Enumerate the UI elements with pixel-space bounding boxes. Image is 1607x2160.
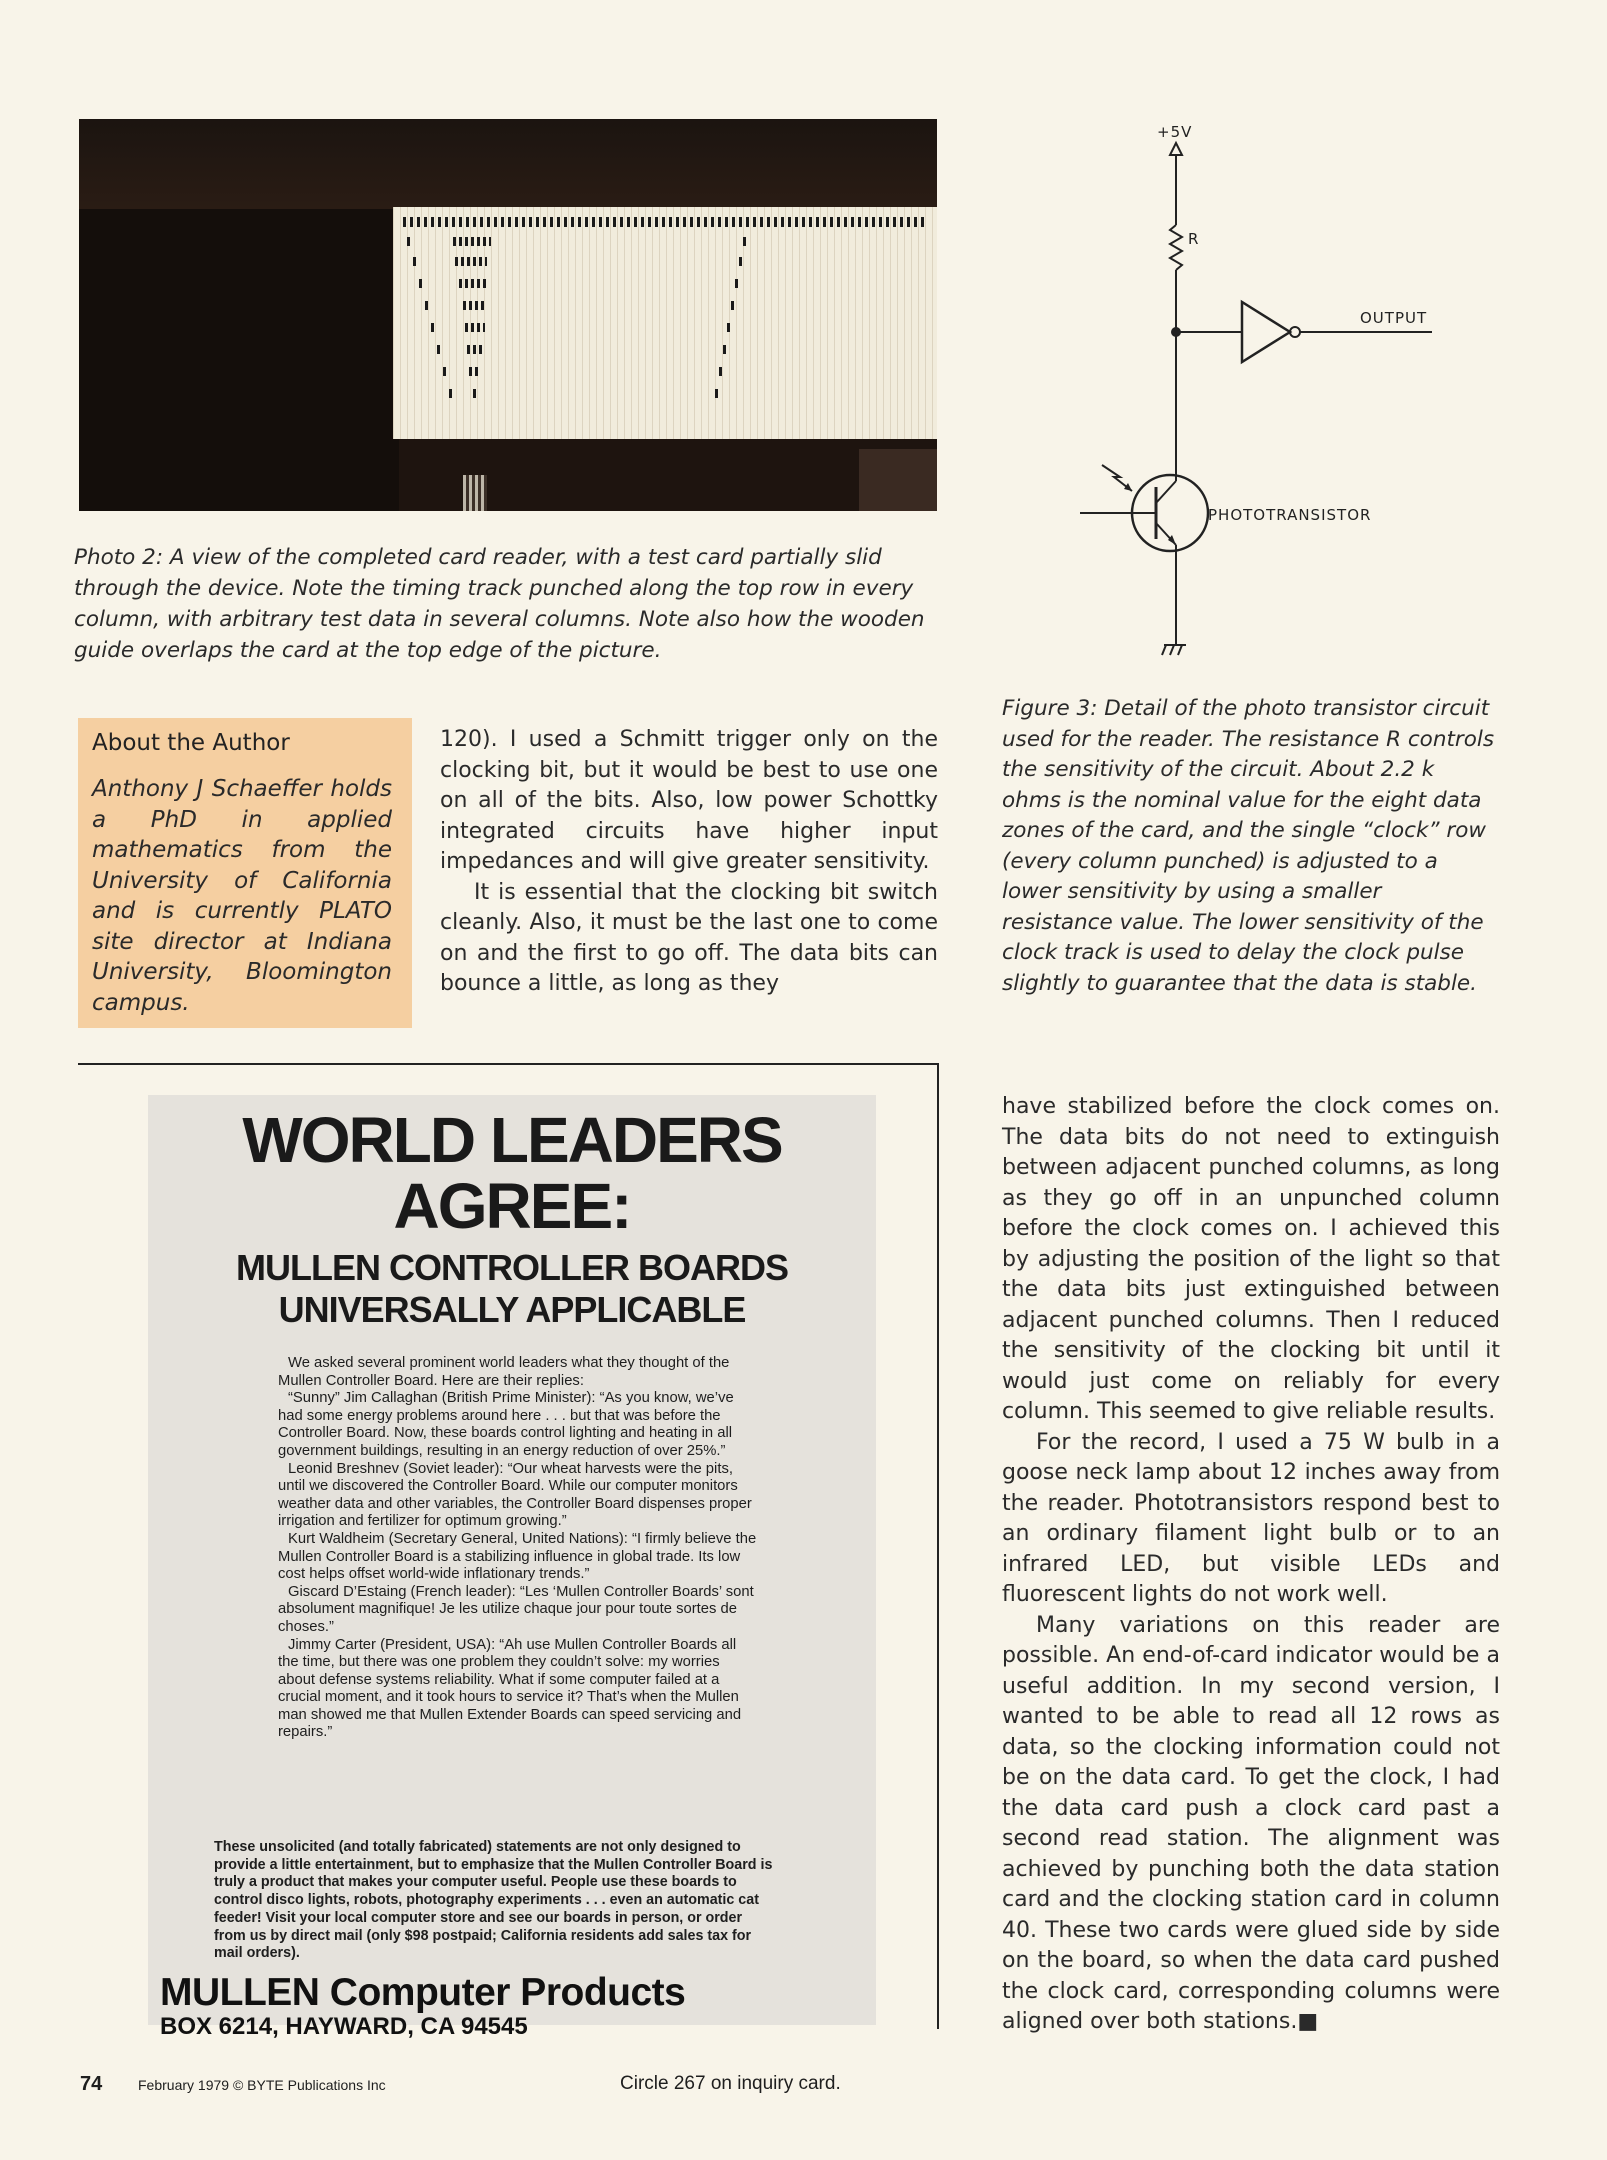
vcc-arrow [1170,143,1182,155]
ad-border-right [937,1063,939,2029]
publication-line: February 1979 © BYTE Publications Inc [138,2077,386,2093]
author-bio: Anthony J Schaeffer holds a PhD in applied mathematics from the University of California and is currently PLATO site director at Indiana University, Bloomington campus. [92,776,392,1016]
ad-quote: Kurt Waldheim (Secretary General, United Nations): “I firmly believe the Mullen Controller Board is a stabilizing influence in global trade. Its low cost helps offset world-wide inflationary trends.” [278,1530,757,1583]
ad-brand-name: MULLEN Computer Products [160,1971,686,2014]
article-paragraph: have stabilized before the clock comes on. The data bits do not need to extinguish between adjacent punched columns, as long as they go off in an unpunched column before the clock comes on. I achieved this by adjusting the position of the light so that the data bits just extinguished between adjacent punched columns. Then I reduced the sensitivity of the clocking bit until it would just come on reliably for every column. This seemed to give reliable results. [1002,1094,1500,1424]
photo-caption: Photo 2: A view of the completed card reader, with a test card partially slid through the device. Note the timing track punched along the top row in every column, with arbitrary test data in several columns. Note also how the wooden guide overlaps the card at the top edge of the picture. [74,545,925,663]
mullen-advertisement [148,1095,876,2040]
card-reader-photo [79,119,937,511]
ad-quote: “Sunny” Jim Callaghan (British Prime Minister): “As you know, we’ve had some energy problems around here . . . but that was before the Controller Board. Now, these boards control lighting and heating in all government buildings, resulting in an energy reduction of over 25%.” [278,1390,734,1459]
article-paragraph: 120). I used a Schmitt trigger only on the clocking bit, but it would be best to use one on all of the bits. Also, low power Schottky integrated circuits have higher input impedances and will give greater sensitivity. [440,727,938,874]
vcc-label: +5V [1157,123,1193,141]
ad-disclaimer: These unsolicited (and totally fabricated) statements are not only designed to provide a little entertainment, but to emphasize that the Mullen Controller Board is truly a product that makes your computer useful. People use these boards to control disco lights, robots, photography experiments . . . even an automatic cat feeder! Visit your local computer store and see our boards in person, or order from us by direct mail (only $98 postpaid; California residents add sales tax for mail orders). [214,1839,773,1962]
resistor-r [1170,225,1182,270]
article-paragraph: For the record, I used a 75 W bulb in a goose neck lamp about 12 inches away from the reader. Phototransistors respond best to an ordinary filament light bulb or to an infrared LED, but visible LEDs and fluorescent lights do not work well. [1002,1429,1500,1607]
page-number: 74 [80,2073,103,2095]
schmitt-buffer [1242,302,1290,362]
article-column-middle [440,725,938,1000]
ad-subheadline: MULLEN CONTROLLER BOARDS UNIVERSALLY APPLICABLE [236,1247,788,1330]
ad-intro: We asked several prominent world leaders what they thought of the Mullen Controller Board. Here are their replies: [278,1355,730,1389]
output-label: OUTPUT [1360,309,1428,327]
phototransistor-circuit-diagram [1040,115,1470,670]
author-box-title: About the Author [92,730,290,756]
article-paragraph: Many variations on this reader are possible. An end-of-card indicator would be a useful addition. In my second version, I wanted to be able to read all 12 rows as data, so the clocking information could not be on the data card. To get the clock, I had the data card push a clock card past a second read station. The alignment was achieved by punching both the data station card and the clocking station card in column 40. These two cards were glued side by side on the board, so when the data card pushed the clock card, corresponding columns were aligned over both stations. [1002,1612,1500,2034]
ad-border-top [78,1063,939,1065]
phototransistor-label: PHOTOTRANSISTOR [1208,506,1372,524]
article-paragraph: It is essential that the clocking bit switch cleanly. Also, it must be the last one to come on and the first to go off. The data bits can bounce a little, as long as they [440,879,938,996]
inquiry-note: Circle 267 on inquiry card. [620,2073,841,2094]
end-mark: ■ [1297,2009,1319,2034]
article-column-right [1002,1092,1500,2038]
ad-quote: Giscard D’Estaing (French leader): “Les ‘Mullen Controller Boards’ sont absolument magnifique! Je les utilize chaque jour pour toute sortes de choses.” [278,1583,754,1635]
ad-address: BOX 6214, HAYWARD, CA 94545 [160,2013,528,2040]
ad-quote: Jimmy Carter (President, USA): “Ah use Mullen Controller Boards all the time, but there was one problem they couldn’t solve: my worries about defense systems reliability. What if some computer failed at a crucial moment, and it took hours to service it? That’s when the Mullen man showed me that Mullen Extender Boards can speed servicing and repairs.” [278,1636,742,1741]
ad-testimonials [278,1355,758,1742]
figure-caption: Figure 3: Detail of the photo transistor circuit used for the reader. The resistance R controls the sensitivity of the circuit. About 2.2 k ohms is the nominal value for the eight data zones of the card, and the single “clock” row (every column punched) is adjusted to a lower sensitivity by using a smaller resistance value. The lower sensitivity of the clock track is used to delay the clock pulse slightly to guarantee that the data is stable. [1002,696,1495,996]
resistor-label: R [1188,230,1200,248]
ad-headline: WORLD LEADERS AGREE: [242,1104,782,1242]
ad-quote: Leonid Breshnev (Soviet leader): “Our wheat harvests were the pits, until we discovered the Controller Board. While our computer monitors weather data and other variables, the Controller Board dispenses proper irrigation and fertilizer for optimum growing.” [278,1460,752,1530]
punched-card [393,207,937,439]
